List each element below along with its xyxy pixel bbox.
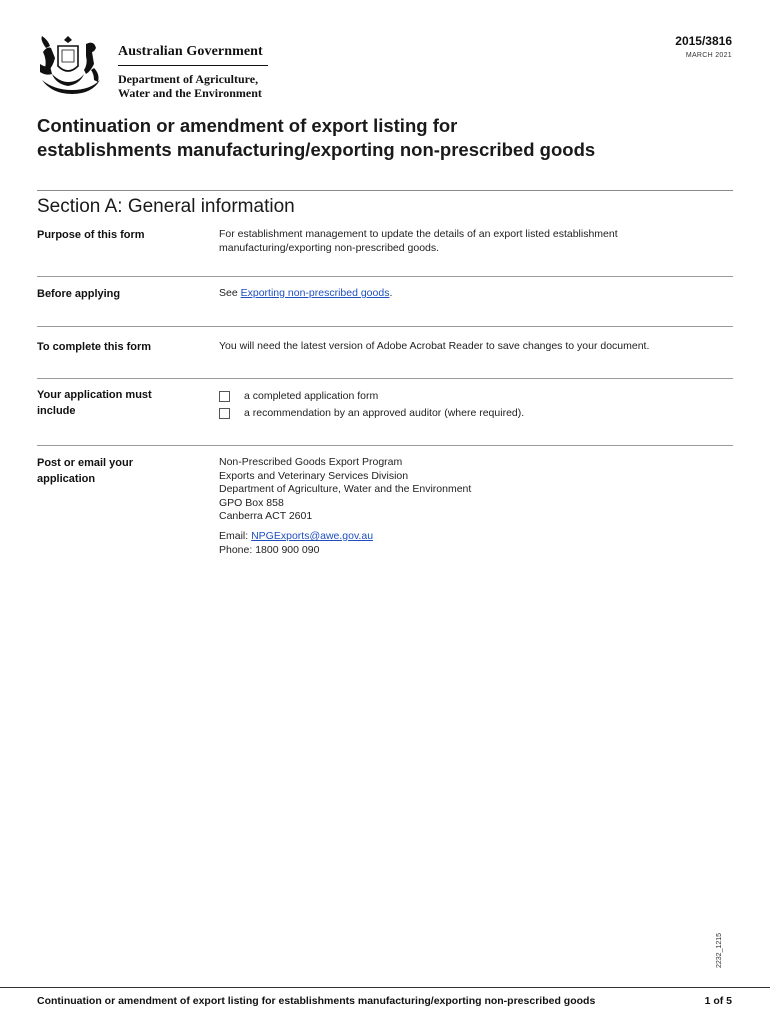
- government-logo-text: [118, 44, 268, 100]
- post-label-line-1: Post or email your: [37, 457, 133, 469]
- document-code: 2232_1215: [716, 932, 723, 968]
- auditor-recommendation-checkbox[interactable]: [219, 408, 230, 419]
- row-divider: [37, 326, 733, 327]
- page-number: 1 of 5: [704, 995, 732, 1007]
- before-applying-text: [219, 287, 719, 301]
- address-line: GPO Box 858: [219, 496, 284, 509]
- purpose-text: [219, 228, 719, 255]
- footer-divider: [0, 987, 770, 988]
- gov-rule: [118, 65, 268, 66]
- application-form-checkbox[interactable]: [219, 391, 230, 402]
- contact-details: [219, 530, 719, 557]
- form-date: MARCH 2021: [685, 52, 732, 59]
- exporting-goods-link[interactable]: Exporting non-prescribed goods: [240, 287, 390, 299]
- include-label-line-1: Your application must: [37, 389, 152, 401]
- row-divider: [37, 445, 733, 446]
- before-prefix: See: [219, 287, 241, 299]
- phone-line: Phone: 1800 900 090: [219, 543, 320, 556]
- coat-of-arms-icon: [34, 34, 112, 96]
- complete-label: To complete this form: [37, 341, 152, 353]
- dept-line-2: Water and the Environment: [118, 86, 262, 100]
- address-line: Department of Agriculture, Water and the Environment: [219, 483, 472, 495]
- section-title: Section A: General information: [37, 196, 295, 217]
- checklist-item: [219, 390, 378, 402]
- checklist-item-label: a recommendation by an approved auditor (where required).: [244, 407, 525, 419]
- postal-address: [219, 456, 719, 524]
- email-label: Email:: [219, 530, 252, 542]
- title-line-1: Continuation or amendment of export listing for: [37, 115, 458, 136]
- email-link[interactable]: NPGExports@awe.gov.au: [251, 530, 374, 542]
- include-label: [37, 387, 197, 419]
- footer-title: Continuation or amendment of export listing for establishments manufacturing/exporting non-prescribed goods: [37, 995, 596, 1007]
- section-divider-top: [37, 190, 733, 191]
- title-line-2: establishments manufacturing/exporting non-prescribed goods: [37, 139, 596, 160]
- row-divider: [37, 276, 733, 277]
- include-label-line-2: include: [37, 405, 76, 417]
- complete-text: You will need the latest version of Adobe Acrobat Reader to save changes to your document.: [219, 340, 650, 352]
- checklist-item: [219, 407, 524, 419]
- address-line: Exports and Veterinary Services Division: [219, 469, 409, 482]
- address-line: Canberra ACT 2601: [219, 510, 313, 522]
- dept-line-1: Department of Agriculture,: [118, 72, 259, 86]
- post-label-line-2: application: [37, 473, 96, 485]
- form-number: 2015/3816: [675, 34, 732, 48]
- page-title: [37, 114, 717, 162]
- purpose-label: Purpose of this form: [37, 229, 145, 241]
- before-suffix: .: [389, 287, 393, 299]
- email-line: [219, 530, 719, 544]
- post-label: [37, 455, 197, 487]
- before-applying-label: Before applying: [37, 288, 121, 300]
- checklist-item-label: a completed application form: [244, 390, 379, 402]
- address-line: Non-Prescribed Goods Export Program: [219, 456, 403, 468]
- purpose-text-line-2: manufacturing/exporting non-prescribed goods.: [219, 241, 440, 254]
- purpose-text-line-1: For establishment management to update the details of an export listed establishment: [219, 228, 618, 240]
- row-divider: [37, 378, 733, 379]
- gov-name: Australian Government: [118, 44, 263, 59]
